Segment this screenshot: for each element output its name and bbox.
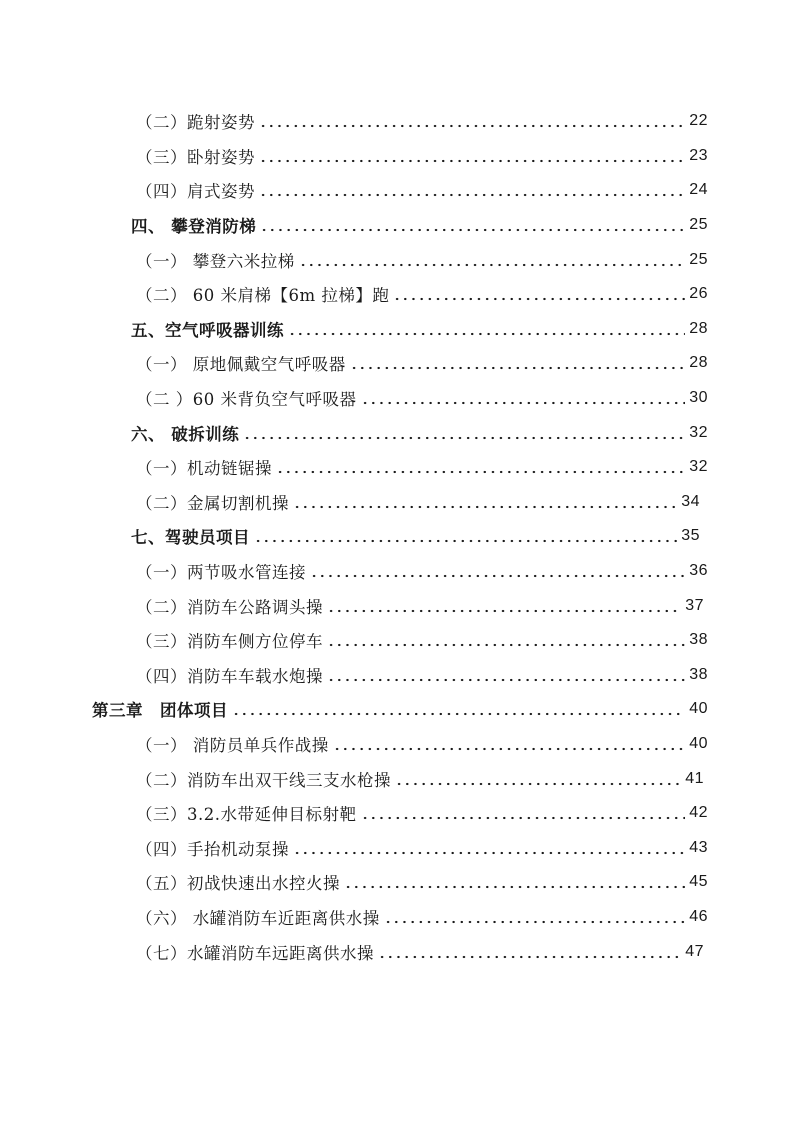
toc-entry-label: （一） 原地佩戴空气呼吸器 [136,355,346,375]
toc-leader-dots [254,538,677,544]
toc-entry-label: 五、空气呼吸器训练 [131,320,284,340]
toc-entry-label: （四）消防车车载水炮操 [136,666,323,686]
toc-entry-page: 36 [689,562,708,580]
toc-entry[interactable] [0,761,800,796]
toc-entry[interactable] [0,277,800,312]
table-of-contents [0,104,800,969]
toc-entry[interactable] [0,346,800,381]
toc-entry[interactable] [0,139,800,174]
toc-entry-label: （一）机动链锯操 [136,459,272,479]
toc-entry[interactable] [0,173,800,208]
toc-entry-label: （四）肩式姿势 [136,182,255,202]
toc-entry-page: 26 [689,285,708,303]
toc-entry-label: 六、 破拆训练 [131,424,240,444]
toc-leader-dots [384,919,685,925]
toc-entry[interactable] [0,796,800,831]
toc-entry-label: （六） 水罐消防车近距离供水操 [136,908,380,928]
toc-entry-page: 43 [689,838,708,856]
toc-leader-dots [393,296,685,302]
toc-entry-page: 41 [685,769,704,787]
toc-leader-dots [344,884,685,890]
toc-leader-dots [243,435,685,441]
toc-entry-page: 38 [689,631,708,649]
toc-entry-page: 38 [689,665,708,683]
toc-leader-dots [260,227,685,233]
toc-section-entry[interactable] [0,208,800,243]
toc-section-entry[interactable] [0,312,800,347]
toc-leader-dots [327,677,685,683]
toc-leader-dots [361,400,686,406]
toc-entry-label: （二 ）60 米背负空气呼吸器 [136,390,357,410]
toc-entry[interactable] [0,104,800,139]
toc-entry[interactable] [0,865,800,900]
toc-entry-page: 45 [689,873,708,891]
toc-entry-label: （一） 攀登六米拉梯 [136,251,295,271]
toc-entry-label: 第三章 团体项目 [92,701,228,721]
toc-entry-label: 四、 攀登消防梯 [131,217,257,237]
toc-leader-dots [327,642,685,648]
toc-entry-label: （一）两节吸水管连接 [136,563,306,583]
toc-leader-dots [395,781,681,787]
toc-entry[interactable] [0,658,800,693]
toc-leader-dots [276,469,685,475]
toc-leader-dots [259,123,685,129]
toc-entry[interactable] [0,485,800,520]
toc-entry-page: 46 [689,907,708,925]
toc-leader-dots [350,365,685,371]
toc-leader-dots [288,331,685,337]
toc-entry-label: （二）消防车公路调头操 [136,597,323,617]
toc-leader-dots [378,954,681,960]
toc-entry-page: 34 [681,492,700,510]
toc-entry-label: （二） 60 米肩梯【6m 拉梯】跑 [136,286,390,306]
toc-entry-page: 28 [689,319,708,337]
toc-entry[interactable] [0,830,800,865]
toc-entry-label: （四）手抬机动泵操 [136,839,289,859]
toc-entry[interactable] [0,727,800,762]
toc-entry-page: 25 [689,216,708,234]
toc-entry[interactable] [0,934,800,969]
toc-leader-dots [293,504,677,510]
toc-leader-dots [310,573,685,579]
toc-entry-label: （一） 消防员单兵作战操 [136,735,329,755]
toc-entry[interactable] [0,242,800,277]
toc-entry-label: （二）跪射姿势 [136,113,255,133]
toc-entry[interactable] [0,450,800,485]
toc-entry-label: （三）卧射姿势 [136,147,255,167]
toc-leader-dots [232,711,685,717]
toc-entry-page: 40 [689,734,708,752]
toc-entry-page: 28 [689,354,708,372]
toc-entry-page: 25 [689,250,708,268]
toc-entry-label: （三）消防车侧方位停车 [136,632,323,652]
toc-leader-dots [259,192,685,198]
toc-entry-label: （二）消防车出双干线三支水枪操 [136,770,391,790]
toc-entry-page: 37 [685,596,704,614]
toc-leader-dots [259,158,685,164]
toc-entry-label: （七）水罐消防车远距离供水操 [136,943,374,963]
toc-leader-dots [361,815,686,821]
toc-entry-label: （二）金属切割机操 [136,493,289,513]
toc-entry-page: 47 [685,942,704,960]
toc-entry-label: （五）初战快速出水控火操 [136,874,340,894]
toc-entry[interactable] [0,900,800,935]
toc-entry-page: 35 [681,527,700,545]
toc-chapter-entry[interactable] [0,692,800,727]
toc-entry-page: 32 [689,458,708,476]
toc-entry-page: 32 [689,423,708,441]
toc-entry-page: 42 [689,804,708,822]
toc-entry[interactable] [0,381,800,416]
toc-leader-dots [299,262,685,268]
toc-entry-label: 七、驾驶员项目 [131,528,250,548]
toc-leader-dots [333,746,685,752]
toc-entry-page: 40 [689,700,708,718]
toc-entry-label: （三）3.2.水带延伸目标射靶 [136,805,357,825]
toc-entry-page: 24 [689,181,708,199]
toc-section-entry[interactable] [0,415,800,450]
toc-entry[interactable] [0,588,800,623]
toc-leader-dots [327,608,681,614]
toc-entry-page: 23 [689,146,708,164]
toc-entry[interactable] [0,623,800,658]
toc-section-entry[interactable] [0,519,800,554]
toc-leader-dots [293,850,685,856]
toc-entry-page: 22 [689,112,708,130]
toc-entry-page: 30 [689,389,708,407]
toc-entry[interactable] [0,554,800,589]
